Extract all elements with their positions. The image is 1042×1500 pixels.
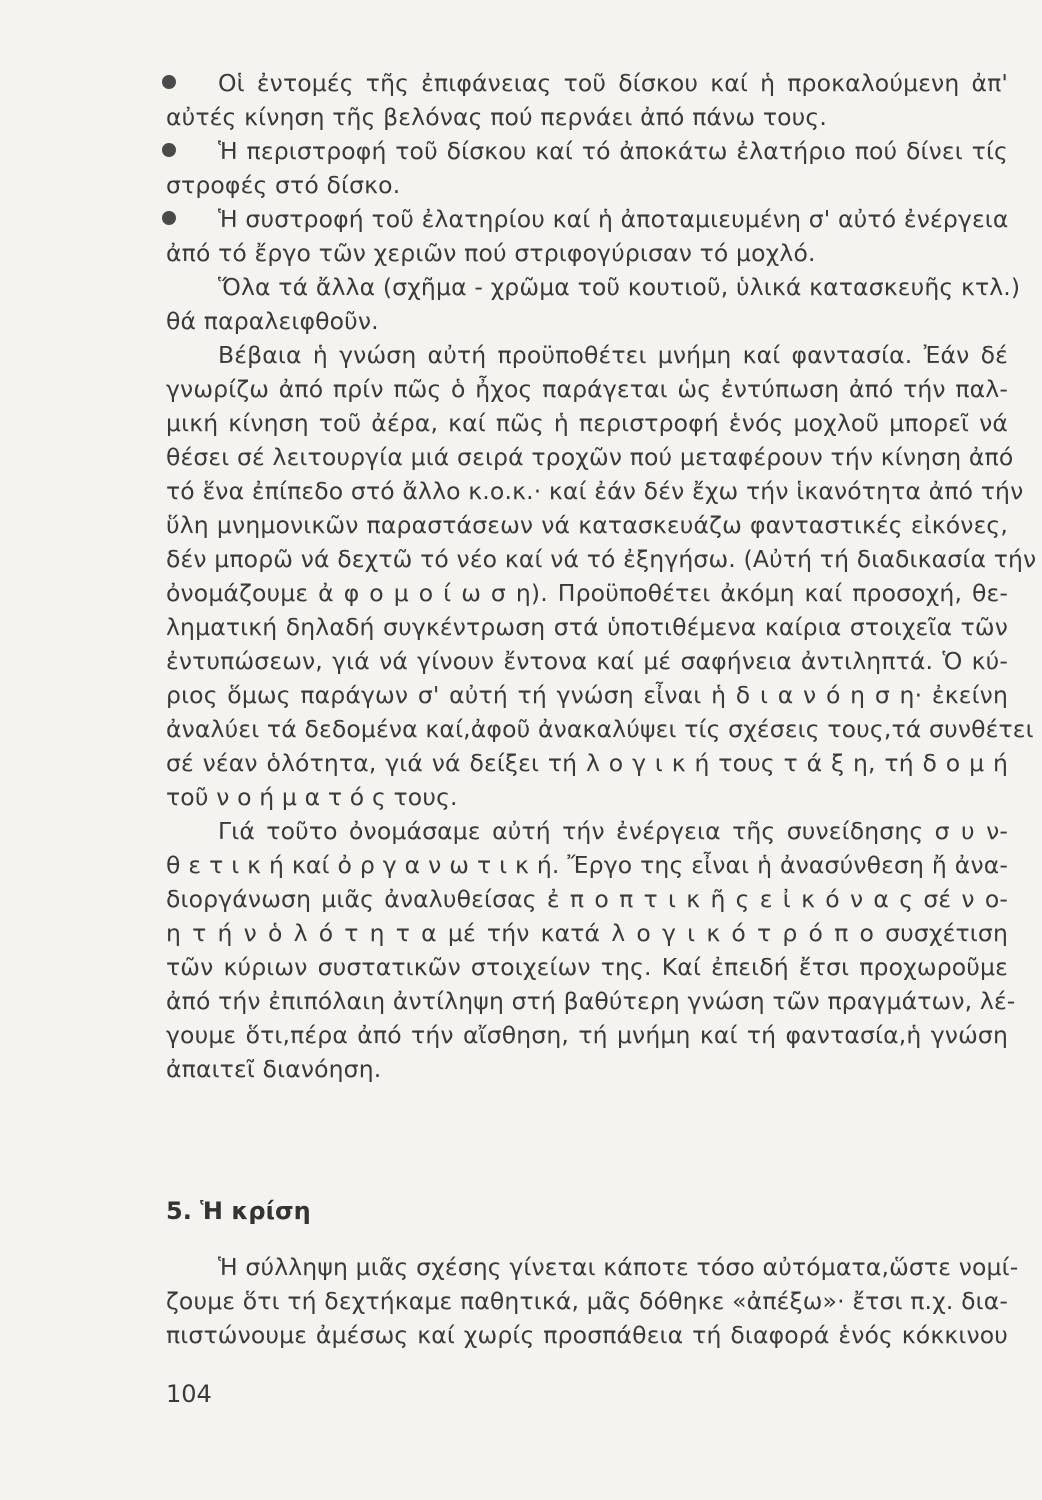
text-line: μική κίνηση τοῦ ἀέρα, καί πῶς ἡ περιστροφή ἑνός μοχλοῦ μπορεῖ νά	[166, 409, 1008, 437]
text-line: ριος ὅμως παράγων σ' αὐτή τή γνώση εἶναι ἡ δ ι α ν ό η σ η· ἐκείνη	[166, 681, 1008, 709]
bullet-line	[166, 202, 1008, 236]
text-line: γουμε ὅτι,πέρα ἀπό τήν αἴσθηση, τή μνήμη καί τή φαντασία,ἡ γνώση	[166, 1021, 1008, 1049]
text-line: ὀνομάζουμε ἀ φ ο μ ο ί ω σ η). Προϋποθέτει ἀκόμη καί προσοχή, θε-	[166, 579, 1008, 607]
text-line: ἐντυπώσεων, γιά νά γίνουν ἔντονα καί μέ σαφήνεια ἀντιληπτά. Ὁ κύ-	[166, 647, 1008, 675]
text-line: η τ ή ν ὁ λ ό τ η τ α μέ τήν κατά λ ο γ ι κ ό τ ρ ό π ο συσχέτιση	[166, 919, 1008, 947]
bullet-line	[166, 134, 1008, 168]
text-line: ἀπό τό ἔργο τῶν χεριῶν πού στριφογύρισαν τό μοχλό.	[166, 239, 816, 267]
text-line: Γιά τοῦτο ὀνομάσαμε αὐτή τήν ἐνέργεια τῆς συνείδησης σ υ ν-	[218, 817, 1008, 845]
text-line: αὐτές κίνηση τῆς βελόνας πού περνάει ἀπό πάνω τους.	[166, 103, 827, 131]
bullet-icon	[162, 75, 176, 89]
text-line: Βέβαια ἡ γνώση αὐτή προϋποθέτει μνήμη καί φαντασία. Ἐάν δέ	[218, 341, 1008, 369]
section-body-text	[166, 1250, 1019, 1352]
text-line: γνωρίζω ἀπό πρίν πῶς ὁ ἦχος παράγεται ὡς ἐντύπωση ἀπό τήν παλ-	[166, 375, 1008, 403]
text-line: σέ νέαν ὁλότητα, γιά νά δείξει τή λ ο γ ι κ ή τους τ ά ξ η, τή δ ο μ ή	[166, 749, 1008, 777]
text-line: δέν μπορῶ νά δεχτῶ τό νέο καί νά τό ἐξηγήσω. (Αὐτή τή διαδικασία τήν	[166, 545, 1037, 573]
text-line: Ἡ περιστροφή τοῦ δίσκου καί τό ἀποκάτω ἐλατήριο πού δίνει τίς	[218, 137, 1008, 165]
page-number: 104	[166, 1380, 212, 1408]
text-line: τῶν κύριων συστατικῶν στοιχείων της. Καί ἐπειδή ἔτσι προχωροῦμε	[166, 953, 1008, 981]
text-line: ὕλη μνημονικῶν παραστάσεων νά κατασκευάζω φανταστικές εἰκόνες,	[166, 511, 1008, 539]
text-line: Οἱ ἐντομές τῆς ἐπιφάνειας τοῦ δίσκου καί ἡ προκαλούμενη ἀπ'	[218, 69, 1008, 97]
text-line: τοῦ ν ο ή μ α τ ό ς τους.	[166, 783, 458, 811]
text-line: Ὅλα τά ἄλλα (σχῆμα - χρῶμα τοῦ κουτιοῦ, ὑλικά κατασκευῆς κτλ.)	[218, 273, 1021, 301]
section-heading: 5. Ἡ κρίση	[166, 1197, 311, 1225]
body-text	[166, 66, 1037, 1086]
text-line: τό ἕνα ἐπίπεδο στό ἄλλο κ.ο.κ.· καί ἐάν δέν ἔχω τήν ἱκανότητα ἀπό τήν	[166, 477, 1024, 505]
text-line: θά παραλειφθοῦν.	[166, 307, 379, 335]
text-line: ἀπό τήν ἐπιπόλαιη ἀντίληψη στή βαθύτερη γνώση τῶν πραγμάτων, λέ-	[166, 987, 1016, 1015]
text-line: Ἡ συστροφή τοῦ ἐλατηρίου καί ἡ ἀποταμιευμένη σ' αὐτό ἐνέργεια	[218, 205, 1009, 233]
text-line: ἀναλύει τά δεδομένα καί,ἀφοῦ ἀνακαλύψει τίς σχέσεις τους,τά συνθέτει	[166, 715, 1034, 743]
text-line: θ ε τ ι κ ή καί ὀ ρ γ α ν ω τ ι κ ή. Ἔργο της εἶναι ἡ ἀνασύνθεση ἤ ἀνα-	[166, 851, 1008, 879]
bullet-icon	[162, 143, 176, 157]
text-line: διοργάνωση μιᾶς ἀναλυθείσας ἐ π ο π τ ι κ ῆ ς ε ἰ κ ό ν α ς σέ ν ο-	[166, 885, 1008, 913]
text-line: στροφές στό δίσκο.	[166, 171, 401, 199]
text-line: Ἡ σύλληψη μιᾶς σχέσης γίνεται κάποτε τόσο αὐτόματα,ὥστε νομί-	[218, 1253, 1019, 1281]
text-line: θέσει σέ λειτουργία μιά σειρά τροχῶν πού μεταφέρουν τήν κίνηση ἀπό	[166, 443, 1014, 471]
text-line: ἀπαιτεῖ διανόηση.	[166, 1055, 382, 1083]
text-line: ζουμε ὅτι τή δεχτήκαμε παθητικά, μᾶς δόθηκε «ἀπέξω»· ἔτσι π.χ. δια-	[166, 1287, 1009, 1315]
text-line: ληματική δηλαδή συγκέντρωση στά ὑποτιθέμενα καίρια στοιχεῖα τῶν	[166, 613, 1008, 641]
bullet-icon	[162, 211, 176, 225]
bullet-line	[166, 66, 1008, 100]
text-line: πιστώνουμε ἀμέσως καί χωρίς προσπάθεια τή διαφορά ἑνός κόκκινου	[166, 1321, 1008, 1349]
